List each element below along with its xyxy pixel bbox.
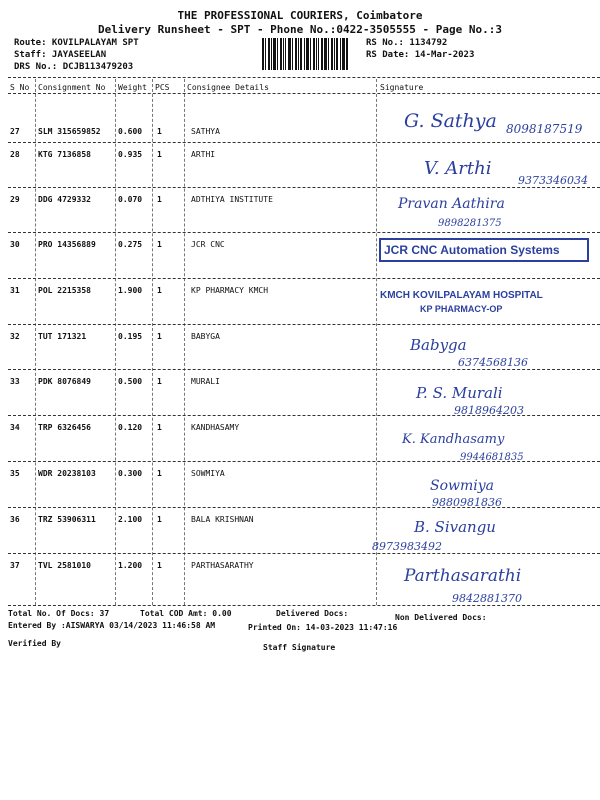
handwritten-name: Pravan Aathira bbox=[398, 196, 505, 212]
handwritten-name: B. Sivangu bbox=[414, 518, 496, 536]
row-pcs: 1 bbox=[157, 377, 162, 386]
signature-row-36 bbox=[372, 518, 596, 554]
hospital-stamp bbox=[378, 286, 596, 320]
row-consignment-no: TRZ 53906311 bbox=[38, 515, 96, 524]
row-consignment-no: TRP 6326456 bbox=[38, 423, 91, 432]
handwritten-name: K. Kandhasamy bbox=[402, 432, 505, 447]
signature-row-37 bbox=[378, 566, 596, 606]
row-sno: 35 bbox=[10, 469, 20, 478]
row-consignment-no: DDG 4729332 bbox=[38, 195, 91, 204]
row-pcs: 1 bbox=[157, 515, 162, 524]
row-sno: 33 bbox=[10, 377, 20, 386]
row-consignee: SATHYA bbox=[191, 127, 220, 136]
row-weight: 0.070 bbox=[118, 195, 143, 204]
row-weight: 1.200 bbox=[118, 561, 143, 570]
verified-by: Verified By bbox=[8, 639, 61, 648]
col-sno: S No bbox=[10, 83, 30, 92]
row-pcs: 1 bbox=[157, 127, 162, 136]
row-divider bbox=[8, 142, 600, 143]
barcode-image bbox=[262, 38, 348, 70]
row-pcs: 1 bbox=[157, 469, 162, 478]
handwritten-phone: 9944681835 bbox=[460, 452, 524, 463]
company-title: THE PROFESSIONAL COURIERS, Coimbatore bbox=[177, 9, 423, 22]
printed-on: Printed On: 14-03-2023 11:47:16 bbox=[248, 623, 398, 632]
row-weight: 2.100 bbox=[118, 515, 143, 524]
column-divider bbox=[115, 79, 116, 605]
handwritten-name: G. Sathya bbox=[404, 110, 497, 132]
row-consignment-no: KTG 7136858 bbox=[38, 150, 91, 159]
row-consignment-no: TVL 2581010 bbox=[38, 561, 91, 570]
row-consignee: ARTHI bbox=[191, 150, 216, 159]
non-delivered-docs: Non Delivered Docs: bbox=[395, 613, 487, 622]
row-consignment-no: POL 2215358 bbox=[38, 286, 91, 295]
table-bottom-rule bbox=[8, 605, 600, 606]
col-weight: Weight bbox=[118, 83, 147, 92]
company-stamp: JCR CNC Automation Systems bbox=[379, 238, 589, 262]
row-pcs: 1 bbox=[157, 240, 162, 249]
row-pcs: 1 bbox=[157, 195, 162, 204]
row-consignee: SOWMIYA bbox=[191, 469, 225, 478]
route-label: Route: KOVILPALAYAM SPT bbox=[14, 38, 139, 48]
handwritten-phone: 9898281375 bbox=[438, 218, 502, 229]
row-sno: 34 bbox=[10, 423, 20, 432]
row-consignee: PARTHASARATHY bbox=[191, 561, 254, 570]
column-divider bbox=[184, 79, 185, 605]
handwritten-name: Babyga bbox=[410, 336, 467, 354]
col-consignee: Consignee Details bbox=[187, 83, 269, 92]
total-cod: Total COD Amt: 0.00 bbox=[140, 609, 232, 618]
signature-row-29 bbox=[378, 196, 596, 232]
row-weight: 1.900 bbox=[118, 286, 143, 295]
row-consignee: BABYGA bbox=[191, 332, 220, 341]
row-sno: 30 bbox=[10, 240, 20, 249]
row-pcs: 1 bbox=[157, 561, 162, 570]
entered-by: Entered By :AISWARYA 03/14/2023 11:46:58 AM bbox=[8, 621, 216, 630]
rs-number: RS No.: 1134792 bbox=[366, 38, 448, 48]
row-weight: 0.120 bbox=[118, 423, 143, 432]
delivered-docs: Delivered Docs: bbox=[276, 609, 349, 618]
row-weight: 0.935 bbox=[118, 150, 143, 159]
signature-row-35 bbox=[378, 478, 596, 512]
signature-row-34 bbox=[378, 432, 596, 466]
column-divider bbox=[376, 79, 377, 605]
row-sno: 32 bbox=[10, 332, 20, 341]
row-sno: 27 bbox=[10, 127, 20, 136]
total-docs: Total No. Of Docs: 37 bbox=[8, 609, 110, 618]
row-consignment-no: PDK 8076849 bbox=[38, 377, 91, 386]
staff-signature: Staff Signature bbox=[263, 643, 336, 652]
signature-row-33 bbox=[378, 384, 596, 418]
handwritten-phone: 6374568136 bbox=[458, 356, 528, 369]
runsheet-subtitle: Delivery Runsheet - SPT - Phone No.:0422-3505555 - Page No.:3 bbox=[98, 23, 502, 36]
table-top-rule bbox=[8, 77, 600, 78]
row-consignment-no: WDR 20238103 bbox=[38, 469, 96, 478]
row-consignee: ADTHIYA INSTITUTE bbox=[191, 195, 273, 204]
row-divider bbox=[8, 278, 600, 279]
col-signature: Signature bbox=[380, 83, 424, 92]
row-weight: 0.500 bbox=[118, 377, 143, 386]
row-sno: 29 bbox=[10, 195, 20, 204]
row-pcs: 1 bbox=[157, 286, 162, 295]
col-pcs: PCS bbox=[155, 83, 170, 92]
handwritten-phone: 8973983492 bbox=[372, 540, 442, 553]
row-pcs: 1 bbox=[157, 150, 162, 159]
handwritten-phone: 9842881370 bbox=[452, 592, 522, 605]
column-divider bbox=[152, 79, 153, 605]
row-consignee: KANDHASAMY bbox=[191, 423, 240, 432]
signature-row-27 bbox=[378, 110, 596, 142]
row-weight: 0.600 bbox=[118, 127, 143, 136]
row-consignee: BALA KRISHNAN bbox=[191, 515, 254, 524]
row-divider bbox=[8, 324, 600, 325]
staff-label: Staff: JAYASEELAN bbox=[14, 50, 107, 60]
handwritten-name: Sowmiya bbox=[430, 478, 495, 494]
row-sno: 37 bbox=[10, 561, 20, 570]
table-header-rule bbox=[8, 93, 600, 94]
column-divider bbox=[35, 79, 36, 605]
row-pcs: 1 bbox=[157, 332, 162, 341]
row-consignment-no: PRO 14356889 bbox=[38, 240, 96, 249]
row-consignee: KP PHARMACY KMCH bbox=[191, 286, 269, 295]
handwritten-name: P. S. Murali bbox=[416, 384, 503, 402]
row-consignment-no: TUT 171321 bbox=[38, 332, 87, 341]
signature-row-28 bbox=[378, 156, 596, 188]
row-sno: 28 bbox=[10, 150, 20, 159]
row-consignee: JCR CNC bbox=[191, 240, 225, 249]
drs-number: DRS No.: DCJB113479203 bbox=[14, 62, 134, 72]
row-weight: 0.300 bbox=[118, 469, 143, 478]
rs-date: RS Date: 14-Mar-2023 bbox=[366, 50, 475, 60]
stamp-line: KMCH KOVILPALAYAM HOSPITAL bbox=[380, 290, 543, 301]
row-sno: 36 bbox=[10, 515, 20, 524]
row-pcs: 1 bbox=[157, 423, 162, 432]
handwritten-phone: 9373346034 bbox=[518, 174, 588, 187]
row-consignment-no: SLM 315659852 bbox=[38, 127, 101, 136]
row-consignee: MURALI bbox=[191, 377, 220, 386]
row-divider bbox=[8, 232, 600, 233]
row-weight: 0.275 bbox=[118, 240, 143, 249]
handwritten-name: V. Arthi bbox=[424, 158, 492, 179]
stamp-line: KP PHARMACY-OP bbox=[420, 304, 503, 314]
handwritten-phone: 9818964203 bbox=[454, 404, 524, 417]
signature-row-32 bbox=[378, 336, 596, 370]
handwritten-name: Parthasarathi bbox=[404, 566, 522, 586]
row-weight: 0.195 bbox=[118, 332, 143, 341]
col-consignment: Consignment No bbox=[38, 83, 106, 92]
row-sno: 31 bbox=[10, 286, 20, 295]
handwritten-phone: 8098187519 bbox=[506, 122, 583, 136]
handwritten-phone: 9880981836 bbox=[432, 496, 502, 509]
